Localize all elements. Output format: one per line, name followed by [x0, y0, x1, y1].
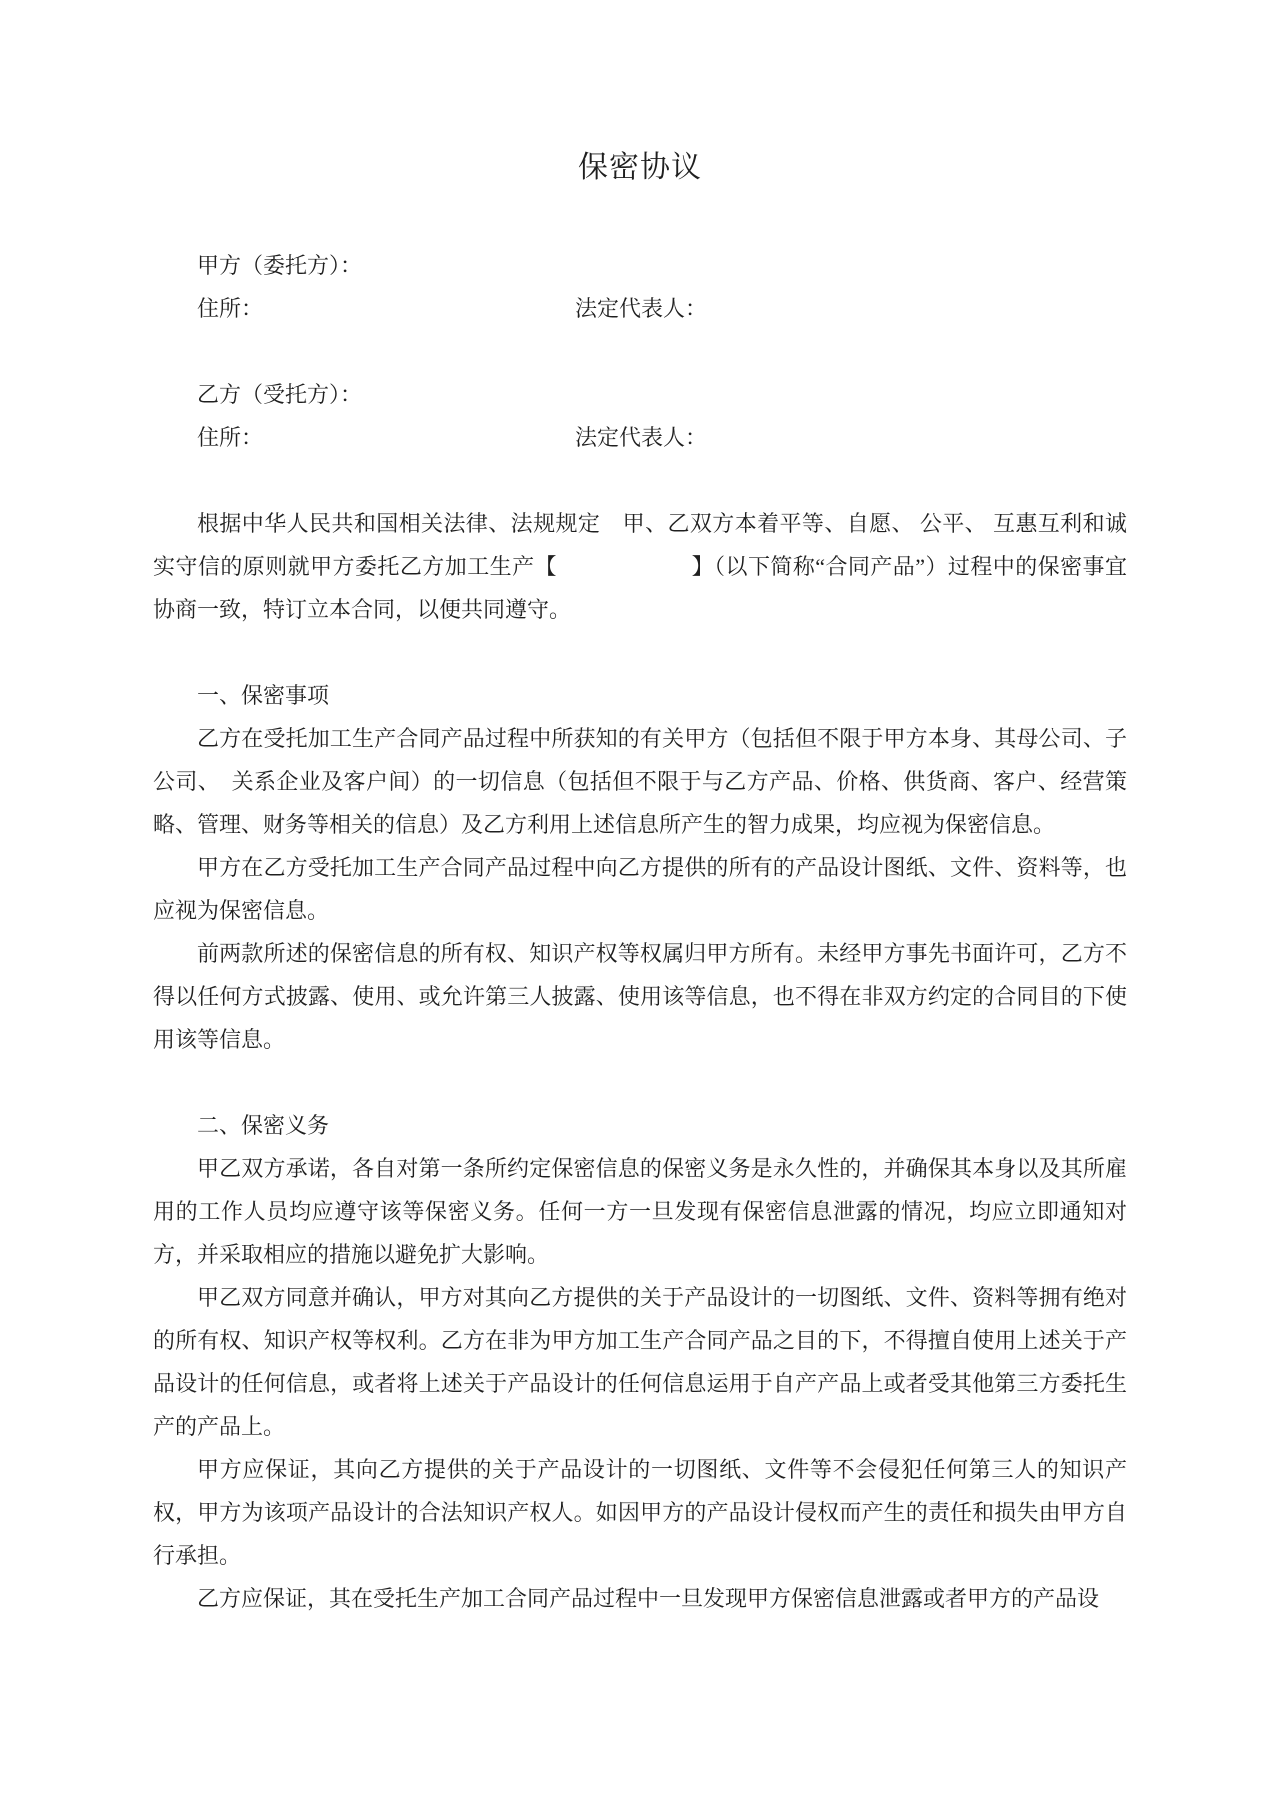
party-a-address-row	[153, 287, 1127, 330]
section-confidentiality-obligations	[153, 1104, 1127, 1620]
party-a-block	[153, 244, 1127, 330]
party-a-legal-rep-label: 法定代表人：	[575, 296, 708, 321]
section-2-paragraph: 甲乙双方承诺，各自对第一条所约定保密信息的保密义务是永久性的，并确保其本身以及其所雇用的工作人员均应遵守该等保密义务。任何一方一旦发现有保密信息泄露的情况，均应立即通知对方，并采取相应的措施以避免扩大影响。	[153, 1156, 1127, 1267]
party-b-name-label: 乙方（受托方）：	[197, 382, 363, 407]
section-1-paragraph: 甲方在乙方受托加工生产合同产品过程中向乙方提供的所有的产品设计图纸、文件、资料等，也应视为保密信息。	[153, 855, 1127, 923]
section-2-paragraph: 乙方应保证，其在受托生产加工合同产品过程中一旦发现甲方保密信息泄露或者甲方的产品设	[197, 1586, 1100, 1611]
document-title: 保密协议	[578, 151, 702, 184]
party-b-block	[153, 373, 1127, 459]
party-b-legal-rep-label: 法定代表人：	[575, 425, 708, 450]
party-b-address-label: 住所：	[197, 425, 264, 450]
section-1-paragraph: 前两款所述的保密信息的所有权、知识产权等权属归甲方所有。未经甲方事先书面许可，乙方不得以任何方式披露、使用、或允许第三人披露、使用该等信息，也不得在非双方约定的合同目的下使用该等信息。	[153, 941, 1127, 1052]
party-a-address-label: 住所：	[197, 296, 264, 321]
party-a-name-label: 甲方（委托方）：	[197, 253, 363, 278]
section-1-heading: 一、保密事项	[197, 683, 330, 708]
section-confidential-matters	[153, 674, 1127, 1061]
section-2-heading: 二、保密义务	[197, 1113, 330, 1138]
preamble-paragraph: 根据中华人民共和国相关法律、法规规定 甲、乙双方本着平等、自愿、 公平、 互惠互利和诚实守信的原则就甲方委托乙方加工生产【 】（以下简称“合同产品”）过程中的保密事宜协商一致，特订立本合同，以便共同遵守。	[153, 511, 1127, 622]
party-b-address-row	[153, 416, 1127, 459]
section-2-paragraph: 甲乙双方同意并确认，甲方对其向乙方提供的关于产品设计的一切图纸、文件、资料等拥有绝对的所有权、知识产权等权利。乙方在非为甲方加工生产合同产品之目的下，不得擅自使用上述关于产品设计的任何信息，或者将上述关于产品设计的任何信息运用于自产产品上或者受其他第三方委托生产的产品上。	[153, 1285, 1127, 1439]
section-1-paragraph: 乙方在受托加工生产合同产品过程中所获知的有关甲方（包括但不限于甲方本身、其母公司、子公司、 关系企业及客户间）的一切信息（包括但不限于与乙方产品、价格、供货商、客户、经营策略、管理、财务等相关的信息）及乙方利用上述信息所产生的智力成果，均应视为保密信息。	[153, 726, 1127, 837]
section-2-paragraph: 甲方应保证，其向乙方提供的关于产品设计的一切图纸、文件等不会侵犯任何第三人的知识产权，甲方为该项产品设计的合法知识产权人。如因甲方的产品设计侵权而产生的责任和损失由甲方自行承担。	[153, 1457, 1127, 1568]
